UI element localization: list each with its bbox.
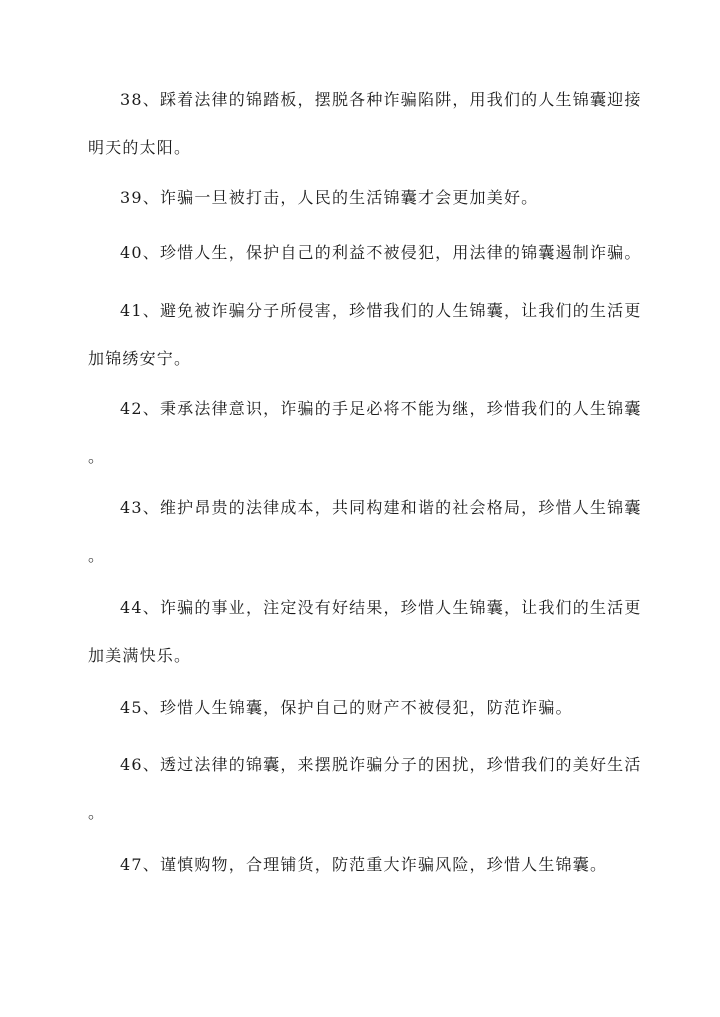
paragraph-line: 明天的太阳。 (88, 138, 192, 157)
paragraph-line: 44、诈骗的事业，注定没有好结果，珍惜人生锦囊，让我们的生活更 (120, 598, 642, 617)
paragraph-line: 40、珍惜人生，保护自己的利益不被侵犯，用法律的锦囊遏制诈骗。 (120, 243, 642, 262)
list-item (88, 741, 642, 837)
list-item (88, 484, 642, 580)
list-item (88, 174, 636, 222)
paragraph-line: 39、诈骗一旦被打击，人民的生活锦囊才会更加美好。 (120, 188, 539, 207)
paragraph-line: 46、透过法律的锦囊，来摆脱诈骗分子的困扰，珍惜我们的美好生活 (120, 755, 642, 774)
paragraph-line: 38、踩着法律的锦踏板，摆脱各种诈骗陷阱，用我们的人生锦囊迎接 (120, 90, 642, 109)
paragraph-line: 42、秉承法律意识，诈骗的手足必将不能为继，珍惜我们的人生锦囊 (120, 399, 642, 418)
paragraph-line: 加美满快乐。 (88, 646, 192, 665)
paragraph-line: 41、避免被诈骗分子所侵害，珍惜我们的人生锦囊，让我们的生活更 (120, 301, 642, 320)
list-item (88, 229, 642, 277)
paragraph-line: 47、谨慎购物，合理铺货，防范重大诈骗风险，珍惜人生锦囊。 (120, 855, 608, 874)
paragraph-line: 。 (88, 447, 106, 466)
list-item (88, 841, 636, 889)
list-item (88, 287, 642, 383)
list-item (88, 584, 642, 680)
paragraph-line: 。 (88, 803, 106, 822)
list-item (88, 76, 642, 172)
paragraph-line: 45、珍惜人生锦囊，保护自己的财产不被侵犯，防范诈骗。 (120, 698, 573, 717)
paragraph-line: 43、维护昂贵的法律成本，共同构建和谐的社会格局，珍惜人生锦囊 (120, 498, 642, 517)
paragraph-line: 加锦绣安宁。 (88, 349, 192, 368)
list-item (88, 684, 636, 732)
paragraph-line: 。 (88, 546, 106, 565)
list-item (88, 385, 642, 481)
